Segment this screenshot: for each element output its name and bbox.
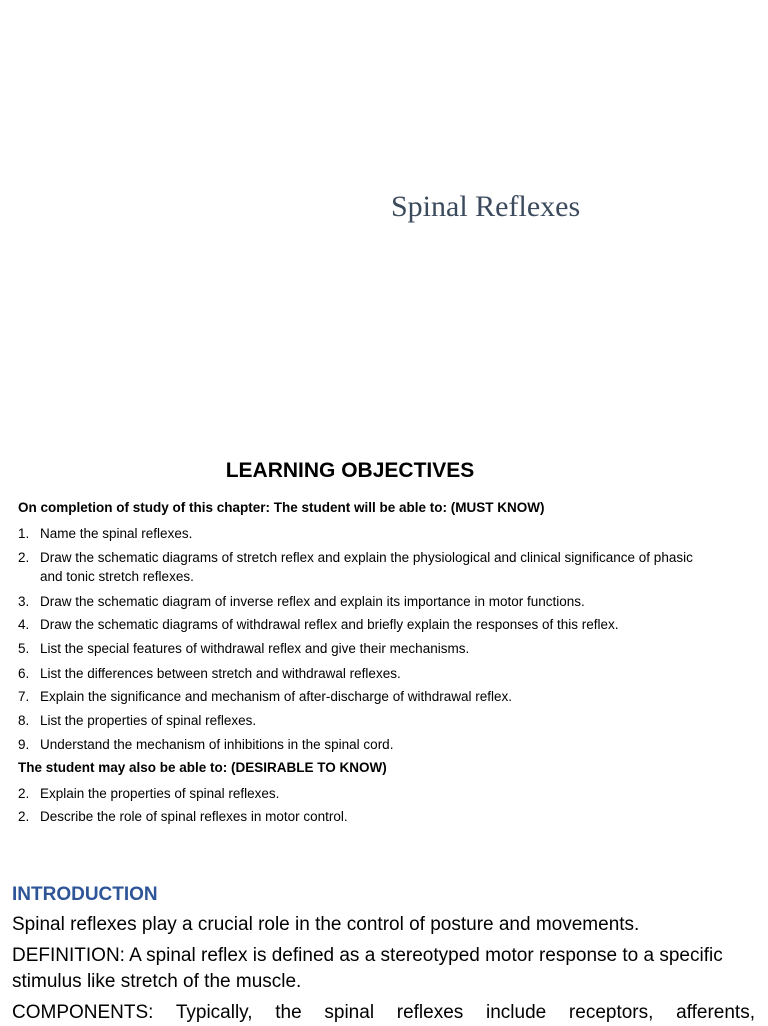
objective-item: [18, 807, 718, 826]
objective-item: [18, 664, 718, 683]
objective-text: List the special features of withdrawal reflex and give their mechanisms.: [40, 641, 470, 656]
components-paragraph: COMPONENTS: Typically, the spinal reflexes include receptors, afferents,: [12, 1002, 755, 1023]
introduction-heading: INTRODUCTION: [12, 884, 158, 905]
objective-number: 9.: [18, 737, 30, 752]
objective-number: 1.: [18, 526, 30, 541]
objective-number: 7.: [18, 689, 30, 704]
must-know-intro: On completion of study of this chapter: The student will be able to: (MUST KNOW): [18, 500, 545, 515]
objective-number: 5.: [18, 641, 30, 656]
objective-item: [18, 548, 718, 586]
objective-item: [18, 615, 718, 634]
objective-item: [18, 784, 718, 803]
learning-objectives-heading: LEARNING OBJECTIVES: [225, 459, 475, 482]
objective-item: [18, 524, 718, 543]
objective-item: [18, 711, 718, 730]
objective-text: Draw the schematic diagrams of withdrawal reflex and briefly explain the responses of this reflex.: [40, 617, 619, 632]
intro-paragraph: Spinal reflexes play a crucial role in the control of posture and movements.: [12, 914, 640, 935]
objective-text: Name the spinal reflexes.: [40, 526, 193, 541]
objective-text: Understand the mechanism of inhibitions in the spinal cord.: [40, 737, 394, 752]
objective-item: [18, 639, 718, 658]
objective-number: 3.: [18, 594, 30, 609]
objective-text: Describe the role of spinal reflexes in motor control.: [40, 809, 348, 824]
chapter-title: Spinal Reflexes: [391, 190, 581, 223]
objective-number: 6.: [18, 666, 30, 681]
objective-text: Draw the schematic diagram of inverse reflex and explain its importance in motor functions.: [40, 594, 585, 609]
objective-item: [18, 592, 718, 611]
objective-number: 2.: [18, 786, 30, 801]
definition-paragraph: DEFINITION: A spinal reflex is defined as a stereotyped motor response to a specific stimulus like stretch of the muscle.: [12, 945, 723, 992]
objective-number: 8.: [18, 713, 30, 728]
objective-text: List the properties of spinal reflexes.: [40, 713, 257, 728]
objective-text: Draw the schematic diagrams of stretch reflex and explain the physiological and clinical significance of phasic and tonic stretch reflexes.: [40, 550, 693, 584]
desirable-intro: The student may also be able to: (DESIRABLE TO KNOW): [18, 760, 387, 775]
objective-text: Explain the properties of spinal reflexes.: [40, 786, 280, 801]
objective-item: [18, 735, 718, 754]
objective-number: 2.: [18, 550, 30, 565]
objective-text: Explain the significance and mechanism of after-discharge of withdrawal reflex.: [40, 689, 512, 704]
objective-text: List the differences between stretch and withdrawal reflexes.: [40, 666, 401, 681]
objective-number: 2.: [18, 809, 30, 824]
objective-item: [18, 687, 718, 706]
objective-number: 4.: [18, 617, 30, 632]
